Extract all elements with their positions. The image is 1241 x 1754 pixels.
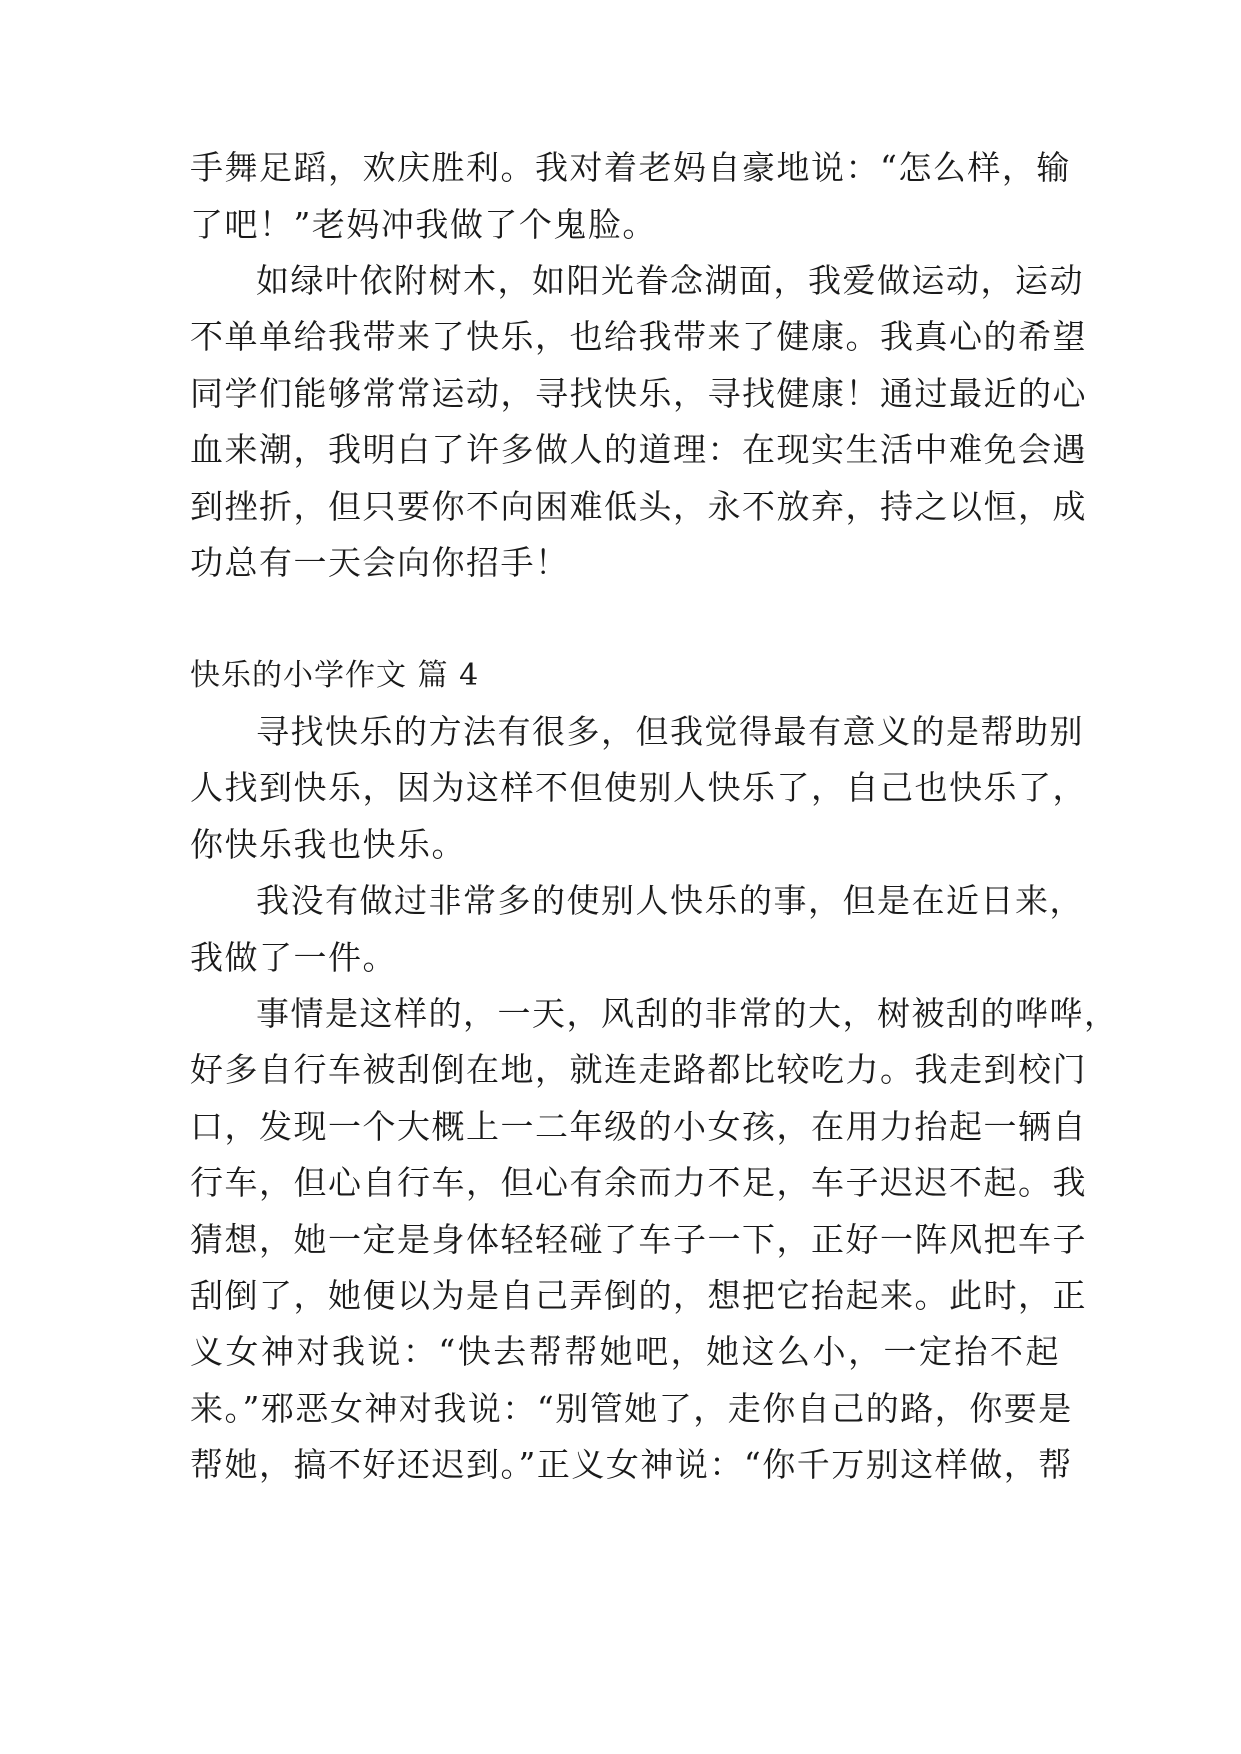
- text-line: 你快乐我也快乐。: [190, 825, 466, 864]
- text-line: 功总有一天会向你招手！: [190, 543, 570, 582]
- text-line: 如绿叶依附树木，如阳光眷念湖面，我爱做运动，运动: [256, 261, 1084, 300]
- text-line: 口，发现一个大概上一二年级的小女孩，在用力抬起一辆自: [190, 1107, 1087, 1146]
- text-line: 猜想，她一定是身体轻轻碰了车子一下，正好一阵风把车子: [190, 1220, 1087, 1259]
- text-line: 我没有做过非常多的使别人快乐的事，但是在近日来，: [256, 881, 1084, 920]
- text-line: 行车，但心自行车，但心有余而力不足，车子迟迟不起。我: [190, 1163, 1087, 1202]
- text-line: 不单单给我带来了快乐，也给我带来了健康。我真心的希望: [190, 317, 1087, 356]
- text-line: 刮倒了，她便以为是自己弄倒的，想把它抬起来。此时，正: [190, 1276, 1087, 1315]
- text-line: 手舞足蹈，欢庆胜利。我对着老妈自豪地说：“怎么样，输: [190, 148, 1071, 187]
- text-line: 我做了一件。: [190, 938, 397, 977]
- text-line: 血来潮，我明白了许多做人的道理：在现实生活中难免会遇: [190, 430, 1087, 469]
- text-line: 到挫折，但只要你不向困难低头，永不放弃，持之以恒，成: [190, 487, 1087, 526]
- text-line: 人找到快乐，因为这样不但使别人快乐了，自己也快乐了，: [190, 768, 1087, 807]
- text-line: 好多自行车被刮倒在地，就连走路都比较吃力。我走到校门: [190, 1050, 1087, 1089]
- section-title: 快乐的小学作文 篇 4: [190, 658, 480, 693]
- document-page: [190, 0, 1119, 1754]
- text-line: 帮她，搞不好还迟到。”正义女神说：“你千万别这样做，帮: [190, 1445, 1073, 1484]
- text-line: 义女神对我说：“快去帮帮她吧，她这么小，一定抬不起: [190, 1332, 1060, 1371]
- text-line: 来。”邪恶女神对我说：“别管她了，走你自己的路，你要是: [190, 1389, 1073, 1428]
- text-line: 同学们能够常常运动，寻找快乐，寻找健康！通过最近的心: [190, 374, 1087, 413]
- text-line: 事情是这样的，一天，风刮的非常的大，树被刮的哗哗，: [256, 994, 1119, 1033]
- text-line: 寻找快乐的方法有很多，但我觉得最有意义的是帮助别: [256, 712, 1084, 751]
- text-line: 了吧！”老妈冲我做了个鬼脸。: [190, 205, 657, 244]
